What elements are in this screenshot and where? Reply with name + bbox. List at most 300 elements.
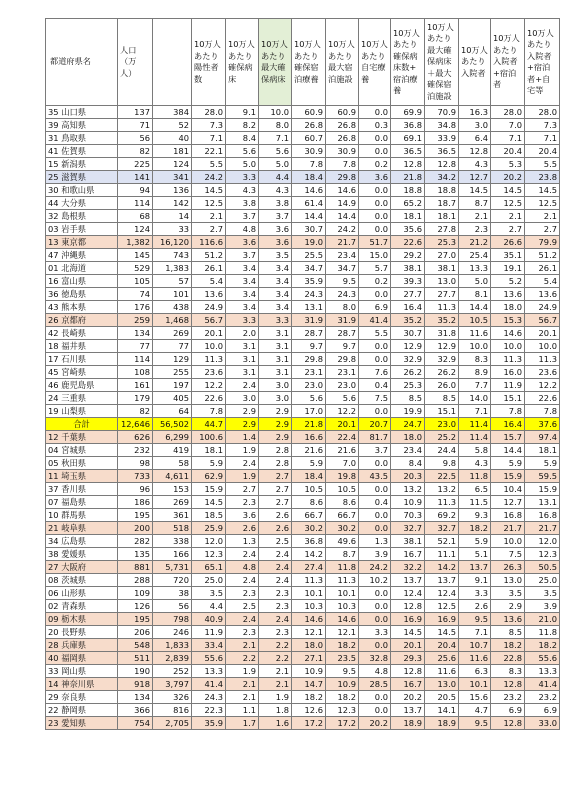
table-row [46,314,560,327]
value-cell: 16.9 [425,613,459,626]
value-cell: 2.7 [259,483,292,496]
value-cell: 11.6 [459,652,491,665]
value-cell: 30.7 [391,327,425,340]
value-cell: 6,299 [153,431,192,444]
value-cell: 3.6 [359,171,391,184]
value-cell: 10.2 [359,574,391,587]
value-cell: 12.3 [525,548,560,561]
prefecture-cell: 13 東京都 [46,236,118,249]
value-cell: 52 [153,119,192,132]
value-cell: 3.0 [259,392,292,405]
value-cell: 27.4 [292,561,326,574]
value-cell: 14.7 [292,678,326,691]
value-cell: 2.4 [226,548,259,561]
value-cell: 2.5 [226,600,259,613]
value-cell: 59.5 [525,470,560,483]
value-cell: 23.0 [292,379,326,392]
value-cell: 18.2 [525,639,560,652]
value-cell: 16.8 [491,509,525,522]
column-header: 10万人 あたり 入院者 [459,19,491,106]
value-cell: 2.3 [259,626,292,639]
value-cell: 29.2 [391,249,425,262]
value-cell: 61.4 [292,197,326,210]
prefecture-cell: 05 秋田県 [46,457,118,470]
table-row [46,327,560,340]
value-cell: 23.2 [525,691,560,704]
value-cell: 17.2 [326,717,359,730]
value-cell: 17.2 [292,717,326,730]
value-cell: 8.2 [226,119,259,132]
value-cell: 12.7 [491,496,525,509]
prefecture-cell: 15 新潟県 [46,158,118,171]
value-cell: 24.3 [192,691,226,704]
table-row [46,223,560,236]
column-header: 10万人 あたり 陽性者 数 [192,19,226,106]
value-cell: 181 [153,145,192,158]
value-cell: 2.3 [226,587,259,600]
data-table-container [45,18,560,730]
value-cell: 32.9 [391,353,425,366]
value-cell: 1,833 [153,639,192,652]
value-cell: 16.6 [292,431,326,444]
table-row [46,184,560,197]
value-cell: 34.7 [292,262,326,275]
value-cell: 35.6 [391,223,425,236]
value-cell: 13.7 [391,704,425,717]
value-cell: 12.3 [326,704,359,717]
prefecture-cell: 19 山梨県 [46,405,118,418]
prefecture-cell: 35 山口県 [46,106,118,119]
value-cell: 20.3 [391,470,425,483]
value-cell: 0.0 [359,210,391,223]
value-cell: 29.3 [391,652,425,665]
value-cell: 2.4 [259,561,292,574]
value-cell: 20.7 [359,418,391,431]
value-cell: 14.6 [326,184,359,197]
value-cell: 6.9 [525,704,560,717]
value-cell: 4.7 [459,704,491,717]
value-cell: 23.1 [326,366,359,379]
value-cell: 232 [118,444,153,457]
value-cell: 10.1 [326,587,359,600]
value-cell: 29.8 [326,353,359,366]
value-cell: 96 [118,483,153,496]
value-cell: 11.3 [491,353,525,366]
value-cell: 27.7 [425,288,459,301]
value-cell: 0.0 [359,106,391,119]
value-cell: 7.8 [192,405,226,418]
value-cell: 51.7 [359,236,391,249]
prefecture-cell: 41 佐賀県 [46,145,118,158]
value-cell: 13.3 [192,665,226,678]
prefecture-cell: 27 大阪府 [46,561,118,574]
value-cell: 60.7 [292,132,326,145]
value-cell: 21.6 [326,444,359,457]
value-cell: 8.3 [459,353,491,366]
value-cell: 0.0 [359,600,391,613]
value-cell: 56 [153,600,192,613]
value-cell: 3.1 [226,340,259,353]
value-cell: 114 [118,353,153,366]
value-cell: 9.7 [326,340,359,353]
value-cell: 30.9 [326,145,359,158]
table-row [46,665,560,678]
value-cell: 0.0 [359,145,391,158]
value-cell: 14.1 [425,704,459,717]
value-cell: 3.1 [259,366,292,379]
value-cell: 4.4 [192,600,226,613]
value-cell: 518 [153,522,192,535]
value-cell: 14.4 [459,301,491,314]
prefecture-cell: 38 愛媛県 [46,548,118,561]
value-cell: 11.3 [292,574,326,587]
column-header: 10万人 あたり 確保病 床数+ 宿泊療 養 [391,19,425,106]
value-cell: 0.0 [359,340,391,353]
value-cell: 24.2 [326,223,359,236]
value-cell: 81.7 [359,431,391,444]
value-cell: 18.4 [292,171,326,184]
table-row [46,132,560,145]
value-cell: 6.9 [491,704,525,717]
value-cell: 23.6 [192,366,226,379]
value-cell: 26.6 [491,236,525,249]
value-cell: 109 [118,587,153,600]
table-row [46,262,560,275]
value-cell: 9.5 [326,275,359,288]
column-header: 10万人 あたり 入院者 +宿泊 者+自 宅等 [525,19,560,106]
value-cell: 11.8 [326,561,359,574]
value-cell: 918 [118,678,153,691]
value-cell: 25.3 [425,236,459,249]
value-cell: 0.0 [359,691,391,704]
value-cell: 57 [153,275,192,288]
value-cell: 49.6 [326,535,359,548]
value-cell: 733 [118,470,153,483]
value-cell: 68 [118,210,153,223]
value-cell: 25.6 [425,652,459,665]
value-cell: 3.3 [359,626,391,639]
table-row [46,379,560,392]
value-cell: 33.0 [525,717,560,730]
table-row [46,353,560,366]
value-cell: 21.8 [391,171,425,184]
value-cell: 252 [153,665,192,678]
prefecture-cell: 合計 [46,418,118,431]
prefecture-stats-table [45,18,560,730]
column-header: 10万人 あたり 最大確 保病床 ＋最大 確保宿 泊施設 [425,19,459,106]
value-cell: 15.1 [425,405,459,418]
value-cell: 25.4 [459,249,491,262]
value-cell: 5.9 [491,457,525,470]
value-cell: 9.5 [459,717,491,730]
value-cell: 142 [153,197,192,210]
value-cell: 8.5 [391,392,425,405]
value-cell: 18.0 [391,431,425,444]
value-cell: 2.4 [259,548,292,561]
value-cell: 8.3 [491,665,525,678]
value-cell: 14.6 [292,613,326,626]
value-cell: 3.7 [259,210,292,223]
value-cell: 2.1 [525,210,560,223]
value-cell: 246 [153,626,192,639]
prefecture-cell: 34 広島県 [46,535,118,548]
value-cell: 20.2 [391,691,425,704]
value-cell: 0.0 [359,405,391,418]
value-cell: 8.7 [326,548,359,561]
value-cell: 18.1 [192,444,226,457]
prefecture-cell: 22 静岡県 [46,704,118,717]
value-cell: 10.7 [459,639,491,652]
value-cell: 28.0 [525,106,560,119]
value-cell: 3.4 [226,275,259,288]
value-cell: 12.7 [459,171,491,184]
value-cell: 44.7 [192,418,226,431]
value-cell: 0.4 [359,496,391,509]
table-row [46,249,560,262]
value-cell: 12.4 [425,587,459,600]
value-cell: 24.2 [359,561,391,574]
value-cell: 7.7 [459,379,491,392]
value-cell: 23.0 [425,418,459,431]
value-cell: 2.4 [259,613,292,626]
value-cell: 14.4 [292,210,326,223]
value-cell: 24.7 [391,418,425,431]
value-cell: 2.4 [226,379,259,392]
value-cell: 10.4 [491,483,525,496]
value-cell: 1,383 [153,262,192,275]
value-cell: 2.8 [259,444,292,457]
value-cell: 195 [118,509,153,522]
table-row [46,600,560,613]
value-cell: 7.6 [359,366,391,379]
value-cell: 195 [118,613,153,626]
value-cell: 9.3 [459,509,491,522]
value-cell: 4.3 [459,158,491,171]
value-cell: 5.8 [459,444,491,457]
prefecture-cell: 07 福島県 [46,496,118,509]
prefecture-cell: 24 三重県 [46,392,118,405]
value-cell: 4.3 [459,457,491,470]
value-cell: 40.9 [192,613,226,626]
value-cell: 18.7 [425,197,459,210]
value-cell: 2.7 [192,223,226,236]
value-cell: 9.1 [459,574,491,587]
value-cell: 64 [153,405,192,418]
value-cell: 548 [118,639,153,652]
value-cell: 41.4 [192,678,226,691]
value-cell: 23.5 [326,652,359,665]
value-cell: 18.2 [292,691,326,704]
value-cell: 15.7 [491,431,525,444]
value-cell: 6.4 [459,132,491,145]
value-cell: 21.8 [292,418,326,431]
value-cell: 20.1 [391,639,425,652]
value-cell: 2.9 [259,405,292,418]
value-cell: 4.8 [359,665,391,678]
value-cell: 16.8 [525,509,560,522]
value-cell: 14.9 [326,197,359,210]
value-cell: 2.6 [459,600,491,613]
value-cell: 9.8 [425,457,459,470]
value-cell: 8.6 [292,496,326,509]
value-cell: 7.1 [525,132,560,145]
value-cell: 12.1 [326,626,359,639]
value-cell: 25.9 [192,522,226,535]
value-cell: 12.5 [491,197,525,210]
value-cell: 2.3 [226,496,259,509]
value-cell: 9.7 [292,340,326,353]
value-cell: 36.5 [391,145,425,158]
value-cell: 11.3 [525,353,560,366]
value-cell: 259 [118,314,153,327]
value-cell: 5.6 [292,392,326,405]
value-cell: 3.4 [226,262,259,275]
value-cell: 4.4 [259,171,292,184]
table-row [46,717,560,730]
value-cell: 12.8 [391,158,425,171]
value-cell: 13.1 [292,301,326,314]
value-cell: 105 [118,275,153,288]
value-cell: 26.2 [391,366,425,379]
value-cell: 3.3 [259,314,292,327]
prefecture-cell: 20 長野県 [46,626,118,639]
value-cell: 124 [153,158,192,171]
column-header: 10万人 あたり 確保病 床 [226,19,259,106]
value-cell: 30.2 [292,522,326,535]
value-cell: 14.6 [491,327,525,340]
value-cell: 7.8 [525,405,560,418]
prefecture-cell: 28 兵庫県 [46,639,118,652]
prefecture-cell: 37 香川県 [46,483,118,496]
value-cell: 9.5 [326,665,359,678]
value-cell: 0.0 [359,288,391,301]
value-cell: 10.5 [326,483,359,496]
value-cell: 13.1 [525,496,560,509]
value-cell: 2.1 [459,210,491,223]
value-cell: 2.7 [226,483,259,496]
value-cell: 4,611 [153,470,192,483]
value-cell: 27.7 [391,288,425,301]
value-cell: 3.3 [226,314,259,327]
value-cell: 5.0 [259,158,292,171]
value-cell: 5.6 [226,145,259,158]
value-cell: 0.3 [359,119,391,132]
value-cell: 384 [153,106,192,119]
column-header: 10万人 あたり 最大確 保病床 [259,19,292,106]
value-cell: 1.3 [359,535,391,548]
value-cell: 3.9 [525,600,560,613]
value-cell: 341 [153,171,192,184]
value-cell: 5.0 [226,158,259,171]
value-cell: 10.3 [292,600,326,613]
value-cell: 27.8 [425,223,459,236]
value-cell: 8.5 [491,626,525,639]
value-cell: 161 [118,379,153,392]
value-cell: 12.2 [525,379,560,392]
prefecture-cell: 31 鳥取県 [46,132,118,145]
value-cell: 186 [118,496,153,509]
value-cell: 145 [118,249,153,262]
value-cell: 14.4 [491,444,525,457]
value-cell: 10.5 [459,314,491,327]
value-cell: 3.4 [226,288,259,301]
value-cell: 38.1 [391,535,425,548]
value-cell: 32.9 [425,353,459,366]
value-cell: 7.5 [359,392,391,405]
value-cell: 2.9 [226,405,259,418]
value-cell: 3.3 [226,171,259,184]
value-cell: 7.5 [491,548,525,561]
value-cell: 11.9 [192,626,226,639]
value-cell: 1.1 [226,704,259,717]
column-header: 10万人 あたり 確保宿 泊療養 [292,19,326,106]
value-cell: 10.9 [391,496,425,509]
value-cell: 32.7 [425,522,459,535]
value-cell: 10.0 [525,340,560,353]
value-cell: 11.3 [425,496,459,509]
prefecture-cell: 29 奈良県 [46,691,118,704]
value-cell: 101 [153,288,192,301]
table-row [46,210,560,223]
value-cell: 26.3 [491,561,525,574]
value-cell: 14.4 [326,210,359,223]
value-cell: 288 [118,574,153,587]
value-cell: 166 [153,548,192,561]
value-cell: 22.6 [391,236,425,249]
value-cell: 10.3 [326,600,359,613]
value-cell: 7.1 [491,132,525,145]
value-cell: 2.0 [226,327,259,340]
value-cell: 16.9 [391,613,425,626]
header-prefecture: 都道府県名 [46,19,118,106]
table-row [46,509,560,522]
value-cell: 2.2 [226,652,259,665]
prefecture-cell: 12 千葉県 [46,431,118,444]
value-cell: 13.0 [425,678,459,691]
value-cell: 31.8 [425,327,459,340]
value-cell: 31.9 [326,314,359,327]
value-cell: 2.7 [259,496,292,509]
value-cell: 11.9 [491,379,525,392]
table-row [46,561,560,574]
value-cell: 22.3 [192,704,226,717]
value-cell: 25.2 [425,431,459,444]
column-header: 10万人 あたり 入院者 +宿泊 者 [491,19,525,106]
value-cell: 16.3 [459,106,491,119]
table-row [46,236,560,249]
table-row [46,288,560,301]
value-cell: 3.0 [259,379,292,392]
value-cell: 12.6 [292,704,326,717]
value-cell: 3.4 [259,301,292,314]
value-cell: 5.1 [459,548,491,561]
value-cell: 3.1 [259,340,292,353]
value-cell: 13.7 [391,574,425,587]
table-row [46,470,560,483]
value-cell: 2.3 [226,626,259,639]
prefecture-cell: 33 岡山県 [46,665,118,678]
value-cell: 3.1 [259,327,292,340]
prefecture-cell: 02 青森県 [46,600,118,613]
value-cell: 18.5 [192,509,226,522]
value-cell: 55.6 [192,652,226,665]
value-cell: 3.6 [226,509,259,522]
value-cell: 62.9 [192,470,226,483]
value-cell: 12.8 [391,600,425,613]
table-row [46,301,560,314]
value-cell: 15.0 [359,249,391,262]
value-cell: 18.2 [326,639,359,652]
